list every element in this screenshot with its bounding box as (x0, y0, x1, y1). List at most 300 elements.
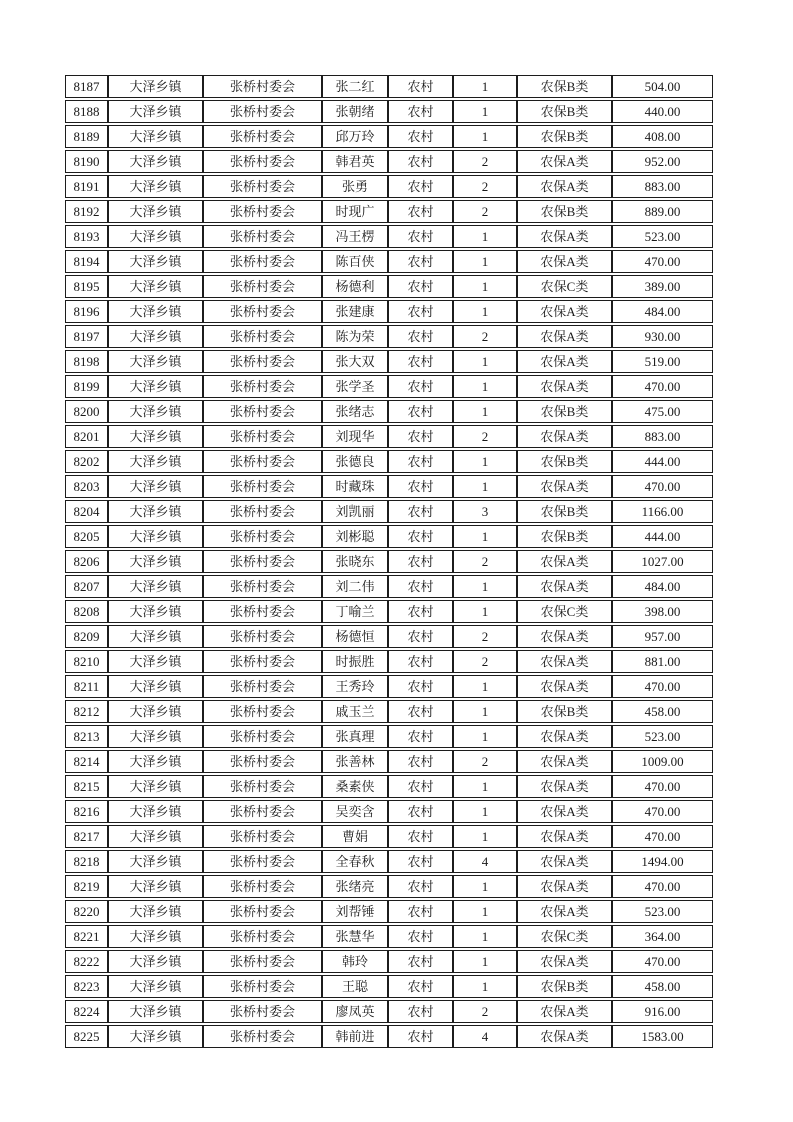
cell-id: 8217 (65, 825, 108, 848)
cell-category: 农保A类 (517, 900, 612, 923)
cell-category: 农保B类 (517, 450, 612, 473)
cell-town: 大泽乡镇 (108, 125, 203, 148)
cell-village: 张桥村委会 (203, 300, 322, 323)
cell-amount: 458.00 (612, 975, 713, 998)
cell-category: 农保C类 (517, 600, 612, 623)
cell-category: 农保A类 (517, 550, 612, 573)
cell-village: 张桥村委会 (203, 250, 322, 273)
cell-amount: 470.00 (612, 375, 713, 398)
cell-residence: 农村 (388, 375, 453, 398)
table-row (65, 425, 713, 448)
cell-count: 1 (453, 375, 517, 398)
cell-residence: 农村 (388, 975, 453, 998)
cell-residence: 农村 (388, 675, 453, 698)
table-row (65, 1000, 713, 1023)
cell-name: 戚玉兰 (322, 700, 388, 723)
cell-id: 8199 (65, 375, 108, 398)
cell-residence: 农村 (388, 500, 453, 523)
table-row (65, 825, 713, 848)
cell-village: 张桥村委会 (203, 325, 322, 348)
cell-residence: 农村 (388, 900, 453, 923)
table-row (65, 400, 713, 423)
table-row (65, 550, 713, 573)
cell-village: 张桥村委会 (203, 450, 322, 473)
cell-id: 8204 (65, 500, 108, 523)
cell-count: 1 (453, 525, 517, 548)
cell-village: 张桥村委会 (203, 175, 322, 198)
cell-amount: 484.00 (612, 300, 713, 323)
cell-village: 张桥村委会 (203, 375, 322, 398)
table-row (65, 800, 713, 823)
table-row (65, 325, 713, 348)
cell-amount: 408.00 (612, 125, 713, 148)
cell-town: 大泽乡镇 (108, 575, 203, 598)
cell-id: 8189 (65, 125, 108, 148)
cell-village: 张桥村委会 (203, 850, 322, 873)
cell-category: 农保A类 (517, 750, 612, 773)
cell-amount: 470.00 (612, 825, 713, 848)
cell-name: 张勇 (322, 175, 388, 198)
cell-count: 1 (453, 450, 517, 473)
cell-count: 4 (453, 850, 517, 873)
cell-village: 张桥村委会 (203, 925, 322, 948)
cell-count: 2 (453, 1000, 517, 1023)
table-row (65, 975, 713, 998)
cell-count: 1 (453, 600, 517, 623)
table-body (65, 75, 713, 1048)
cell-town: 大泽乡镇 (108, 800, 203, 823)
cell-village: 张桥村委会 (203, 625, 322, 648)
cell-residence: 农村 (388, 250, 453, 273)
cell-town: 大泽乡镇 (108, 650, 203, 673)
cell-count: 1 (453, 900, 517, 923)
cell-category: 农保B类 (517, 100, 612, 123)
cell-residence: 农村 (388, 650, 453, 673)
cell-count: 1 (453, 275, 517, 298)
cell-id: 8222 (65, 950, 108, 973)
cell-id: 8209 (65, 625, 108, 648)
cell-residence: 农村 (388, 775, 453, 798)
cell-village: 张桥村委会 (203, 550, 322, 573)
cell-town: 大泽乡镇 (108, 425, 203, 448)
cell-town: 大泽乡镇 (108, 250, 203, 273)
cell-count: 2 (453, 175, 517, 198)
cell-town: 大泽乡镇 (108, 825, 203, 848)
cell-count: 1 (453, 475, 517, 498)
cell-category: 农保A类 (517, 775, 612, 798)
cell-category: 农保B类 (517, 525, 612, 548)
cell-town: 大泽乡镇 (108, 750, 203, 773)
cell-count: 1 (453, 700, 517, 723)
cell-amount: 952.00 (612, 150, 713, 173)
cell-count: 2 (453, 650, 517, 673)
cell-category: 农保B类 (517, 400, 612, 423)
cell-id: 8223 (65, 975, 108, 998)
cell-village: 张桥村委会 (203, 225, 322, 248)
cell-amount: 916.00 (612, 1000, 713, 1023)
cell-count: 1 (453, 725, 517, 748)
cell-count: 1 (453, 575, 517, 598)
table-row (65, 225, 713, 248)
cell-name: 张建康 (322, 300, 388, 323)
cell-village: 张桥村委会 (203, 750, 322, 773)
cell-category: 农保A类 (517, 250, 612, 273)
cell-name: 刘彬聪 (322, 525, 388, 548)
cell-town: 大泽乡镇 (108, 450, 203, 473)
cell-town: 大泽乡镇 (108, 225, 203, 248)
cell-amount: 523.00 (612, 725, 713, 748)
cell-village: 张桥村委会 (203, 825, 322, 848)
table-row (65, 150, 713, 173)
cell-town: 大泽乡镇 (108, 725, 203, 748)
cell-name: 张慧华 (322, 925, 388, 948)
cell-amount: 458.00 (612, 700, 713, 723)
cell-town: 大泽乡镇 (108, 875, 203, 898)
table-row (65, 625, 713, 648)
table-row (65, 450, 713, 473)
cell-residence: 农村 (388, 150, 453, 173)
cell-name: 时振胜 (322, 650, 388, 673)
cell-town: 大泽乡镇 (108, 325, 203, 348)
cell-amount: 519.00 (612, 350, 713, 373)
cell-town: 大泽乡镇 (108, 925, 203, 948)
cell-residence: 农村 (388, 950, 453, 973)
cell-name: 张德良 (322, 450, 388, 473)
table-row (65, 925, 713, 948)
cell-village: 张桥村委会 (203, 800, 322, 823)
cell-town: 大泽乡镇 (108, 375, 203, 398)
cell-id: 8187 (65, 75, 108, 98)
cell-count: 1 (453, 925, 517, 948)
cell-id: 8208 (65, 600, 108, 623)
cell-count: 1 (453, 875, 517, 898)
cell-category: 农保A类 (517, 625, 612, 648)
cell-residence: 农村 (388, 175, 453, 198)
cell-name: 邱万玲 (322, 125, 388, 148)
cell-village: 张桥村委会 (203, 1000, 322, 1023)
table-row (65, 750, 713, 773)
cell-category: 农保A类 (517, 825, 612, 848)
cell-category: 农保A类 (517, 300, 612, 323)
cell-residence: 农村 (388, 750, 453, 773)
cell-residence: 农村 (388, 425, 453, 448)
cell-town: 大泽乡镇 (108, 775, 203, 798)
payment-table (65, 73, 713, 1050)
cell-village: 张桥村委会 (203, 975, 322, 998)
cell-count: 1 (453, 400, 517, 423)
cell-name: 韩玲 (322, 950, 388, 973)
cell-village: 张桥村委会 (203, 100, 322, 123)
cell-category: 农保B类 (517, 500, 612, 523)
cell-id: 8219 (65, 875, 108, 898)
table-row (65, 75, 713, 98)
cell-category: 农保A类 (517, 1025, 612, 1048)
cell-name: 刘帮锤 (322, 900, 388, 923)
cell-amount: 470.00 (612, 775, 713, 798)
cell-name: 曹娟 (322, 825, 388, 848)
cell-name: 丁喻兰 (322, 600, 388, 623)
cell-village: 张桥村委会 (203, 1025, 322, 1048)
cell-name: 张晓东 (322, 550, 388, 573)
cell-village: 张桥村委会 (203, 950, 322, 973)
table-row (65, 300, 713, 323)
cell-count: 1 (453, 775, 517, 798)
table-row (65, 650, 713, 673)
cell-amount: 440.00 (612, 100, 713, 123)
cell-amount: 484.00 (612, 575, 713, 598)
cell-residence: 农村 (388, 300, 453, 323)
cell-amount: 889.00 (612, 200, 713, 223)
cell-village: 张桥村委会 (203, 650, 322, 673)
cell-town: 大泽乡镇 (108, 900, 203, 923)
cell-amount: 881.00 (612, 650, 713, 673)
cell-category: 农保A类 (517, 475, 612, 498)
table-row (65, 700, 713, 723)
cell-id: 8201 (65, 425, 108, 448)
cell-village: 张桥村委会 (203, 150, 322, 173)
cell-village: 张桥村委会 (203, 425, 322, 448)
cell-category: 农保A类 (517, 175, 612, 198)
cell-name: 韩前进 (322, 1025, 388, 1048)
cell-town: 大泽乡镇 (108, 975, 203, 998)
cell-amount: 444.00 (612, 525, 713, 548)
cell-category: 农保A类 (517, 325, 612, 348)
cell-category: 农保A类 (517, 225, 612, 248)
cell-residence: 农村 (388, 925, 453, 948)
cell-id: 8202 (65, 450, 108, 473)
cell-town: 大泽乡镇 (108, 1000, 203, 1023)
cell-residence: 农村 (388, 125, 453, 148)
cell-residence: 农村 (388, 275, 453, 298)
cell-category: 农保B类 (517, 125, 612, 148)
cell-id: 8221 (65, 925, 108, 948)
cell-id: 8195 (65, 275, 108, 298)
table-row (65, 875, 713, 898)
cell-id: 8215 (65, 775, 108, 798)
cell-category: 农保B类 (517, 200, 612, 223)
cell-residence: 农村 (388, 700, 453, 723)
cell-village: 张桥村委会 (203, 675, 322, 698)
cell-village: 张桥村委会 (203, 525, 322, 548)
cell-residence: 农村 (388, 1025, 453, 1048)
table-row (65, 600, 713, 623)
cell-id: 8218 (65, 850, 108, 873)
cell-residence: 农村 (388, 450, 453, 473)
cell-id: 8198 (65, 350, 108, 373)
cell-village: 张桥村委会 (203, 350, 322, 373)
table-row (65, 200, 713, 223)
cell-amount: 475.00 (612, 400, 713, 423)
cell-count: 3 (453, 500, 517, 523)
cell-village: 张桥村委会 (203, 500, 322, 523)
table-row (65, 1025, 713, 1048)
cell-town: 大泽乡镇 (108, 150, 203, 173)
cell-amount: 470.00 (612, 475, 713, 498)
table-row (65, 250, 713, 273)
cell-id: 8203 (65, 475, 108, 498)
cell-village: 张桥村委会 (203, 775, 322, 798)
cell-amount: 470.00 (612, 675, 713, 698)
cell-amount: 883.00 (612, 175, 713, 198)
cell-count: 2 (453, 425, 517, 448)
cell-count: 1 (453, 800, 517, 823)
cell-amount: 389.00 (612, 275, 713, 298)
cell-id: 8194 (65, 250, 108, 273)
cell-id: 8196 (65, 300, 108, 323)
cell-amount: 1583.00 (612, 1025, 713, 1048)
cell-residence: 农村 (388, 200, 453, 223)
cell-residence: 农村 (388, 400, 453, 423)
cell-name: 桑素侠 (322, 775, 388, 798)
cell-name: 刘现华 (322, 425, 388, 448)
cell-amount: 1027.00 (612, 550, 713, 573)
cell-residence: 农村 (388, 725, 453, 748)
cell-count: 1 (453, 75, 517, 98)
table-row (65, 950, 713, 973)
cell-category: 农保A类 (517, 650, 612, 673)
cell-count: 2 (453, 625, 517, 648)
cell-count: 1 (453, 100, 517, 123)
table-row (65, 525, 713, 548)
cell-count: 1 (453, 300, 517, 323)
cell-count: 1 (453, 125, 517, 148)
cell-id: 8216 (65, 800, 108, 823)
table-row (65, 775, 713, 798)
cell-amount: 470.00 (612, 250, 713, 273)
cell-count: 4 (453, 1025, 517, 1048)
cell-village: 张桥村委会 (203, 200, 322, 223)
cell-village: 张桥村委会 (203, 75, 322, 98)
cell-amount: 444.00 (612, 450, 713, 473)
cell-category: 农保A类 (517, 875, 612, 898)
cell-name: 廖凤英 (322, 1000, 388, 1023)
cell-name: 张绪亮 (322, 875, 388, 898)
cell-count: 1 (453, 675, 517, 698)
cell-town: 大泽乡镇 (108, 200, 203, 223)
cell-village: 张桥村委会 (203, 275, 322, 298)
cell-town: 大泽乡镇 (108, 350, 203, 373)
cell-town: 大泽乡镇 (108, 300, 203, 323)
cell-name: 吴奕含 (322, 800, 388, 823)
table-row (65, 575, 713, 598)
cell-count: 2 (453, 325, 517, 348)
cell-count: 1 (453, 250, 517, 273)
cell-id: 8197 (65, 325, 108, 348)
cell-name: 全春秋 (322, 850, 388, 873)
cell-id: 8225 (65, 1025, 108, 1048)
cell-amount: 523.00 (612, 225, 713, 248)
cell-category: 农保A类 (517, 375, 612, 398)
cell-category: 农保A类 (517, 950, 612, 973)
cell-amount: 470.00 (612, 800, 713, 823)
cell-town: 大泽乡镇 (108, 400, 203, 423)
cell-amount: 1166.00 (612, 500, 713, 523)
cell-town: 大泽乡镇 (108, 675, 203, 698)
cell-category: 农保A类 (517, 675, 612, 698)
cell-residence: 农村 (388, 75, 453, 98)
cell-village: 张桥村委会 (203, 400, 322, 423)
cell-town: 大泽乡镇 (108, 500, 203, 523)
table-row (65, 100, 713, 123)
cell-residence: 农村 (388, 325, 453, 348)
cell-amount: 364.00 (612, 925, 713, 948)
cell-id: 8200 (65, 400, 108, 423)
cell-village: 张桥村委会 (203, 475, 322, 498)
table-row (65, 500, 713, 523)
table-row (65, 175, 713, 198)
cell-name: 时藏珠 (322, 475, 388, 498)
cell-name: 王聪 (322, 975, 388, 998)
table-row (65, 375, 713, 398)
cell-category: 农保A类 (517, 800, 612, 823)
cell-town: 大泽乡镇 (108, 75, 203, 98)
cell-id: 8190 (65, 150, 108, 173)
cell-residence: 农村 (388, 825, 453, 848)
cell-id: 8192 (65, 200, 108, 223)
cell-village: 张桥村委会 (203, 900, 322, 923)
cell-residence: 农村 (388, 475, 453, 498)
cell-name: 张大双 (322, 350, 388, 373)
cell-count: 1 (453, 825, 517, 848)
cell-residence: 农村 (388, 1000, 453, 1023)
cell-id: 8207 (65, 575, 108, 598)
cell-town: 大泽乡镇 (108, 850, 203, 873)
cell-village: 张桥村委会 (203, 875, 322, 898)
cell-town: 大泽乡镇 (108, 625, 203, 648)
cell-name: 王秀玲 (322, 675, 388, 698)
cell-amount: 1494.00 (612, 850, 713, 873)
cell-count: 2 (453, 750, 517, 773)
cell-residence: 农村 (388, 625, 453, 648)
cell-category: 农保A类 (517, 150, 612, 173)
table-row (65, 275, 713, 298)
cell-name: 杨德利 (322, 275, 388, 298)
cell-count: 1 (453, 950, 517, 973)
table-row (65, 850, 713, 873)
cell-village: 张桥村委会 (203, 575, 322, 598)
cell-id: 8211 (65, 675, 108, 698)
cell-village: 张桥村委会 (203, 725, 322, 748)
cell-town: 大泽乡镇 (108, 550, 203, 573)
cell-count: 1 (453, 225, 517, 248)
cell-category: 农保A类 (517, 350, 612, 373)
cell-amount: 470.00 (612, 950, 713, 973)
table-row (65, 350, 713, 373)
cell-village: 张桥村委会 (203, 600, 322, 623)
cell-residence: 农村 (388, 600, 453, 623)
cell-id: 8205 (65, 525, 108, 548)
cell-id: 8213 (65, 725, 108, 748)
cell-count: 1 (453, 975, 517, 998)
cell-category: 农保B类 (517, 975, 612, 998)
cell-id: 8210 (65, 650, 108, 673)
cell-name: 张二红 (322, 75, 388, 98)
cell-category: 农保B类 (517, 700, 612, 723)
cell-residence: 农村 (388, 800, 453, 823)
cell-town: 大泽乡镇 (108, 950, 203, 973)
cell-name: 张善林 (322, 750, 388, 773)
cell-id: 8224 (65, 1000, 108, 1023)
cell-amount: 398.00 (612, 600, 713, 623)
table-row (65, 675, 713, 698)
cell-id: 8191 (65, 175, 108, 198)
cell-name: 张朝绪 (322, 100, 388, 123)
cell-residence: 农村 (388, 575, 453, 598)
cell-name: 陈百侠 (322, 250, 388, 273)
cell-residence: 农村 (388, 550, 453, 573)
cell-amount: 930.00 (612, 325, 713, 348)
cell-name: 杨德恒 (322, 625, 388, 648)
